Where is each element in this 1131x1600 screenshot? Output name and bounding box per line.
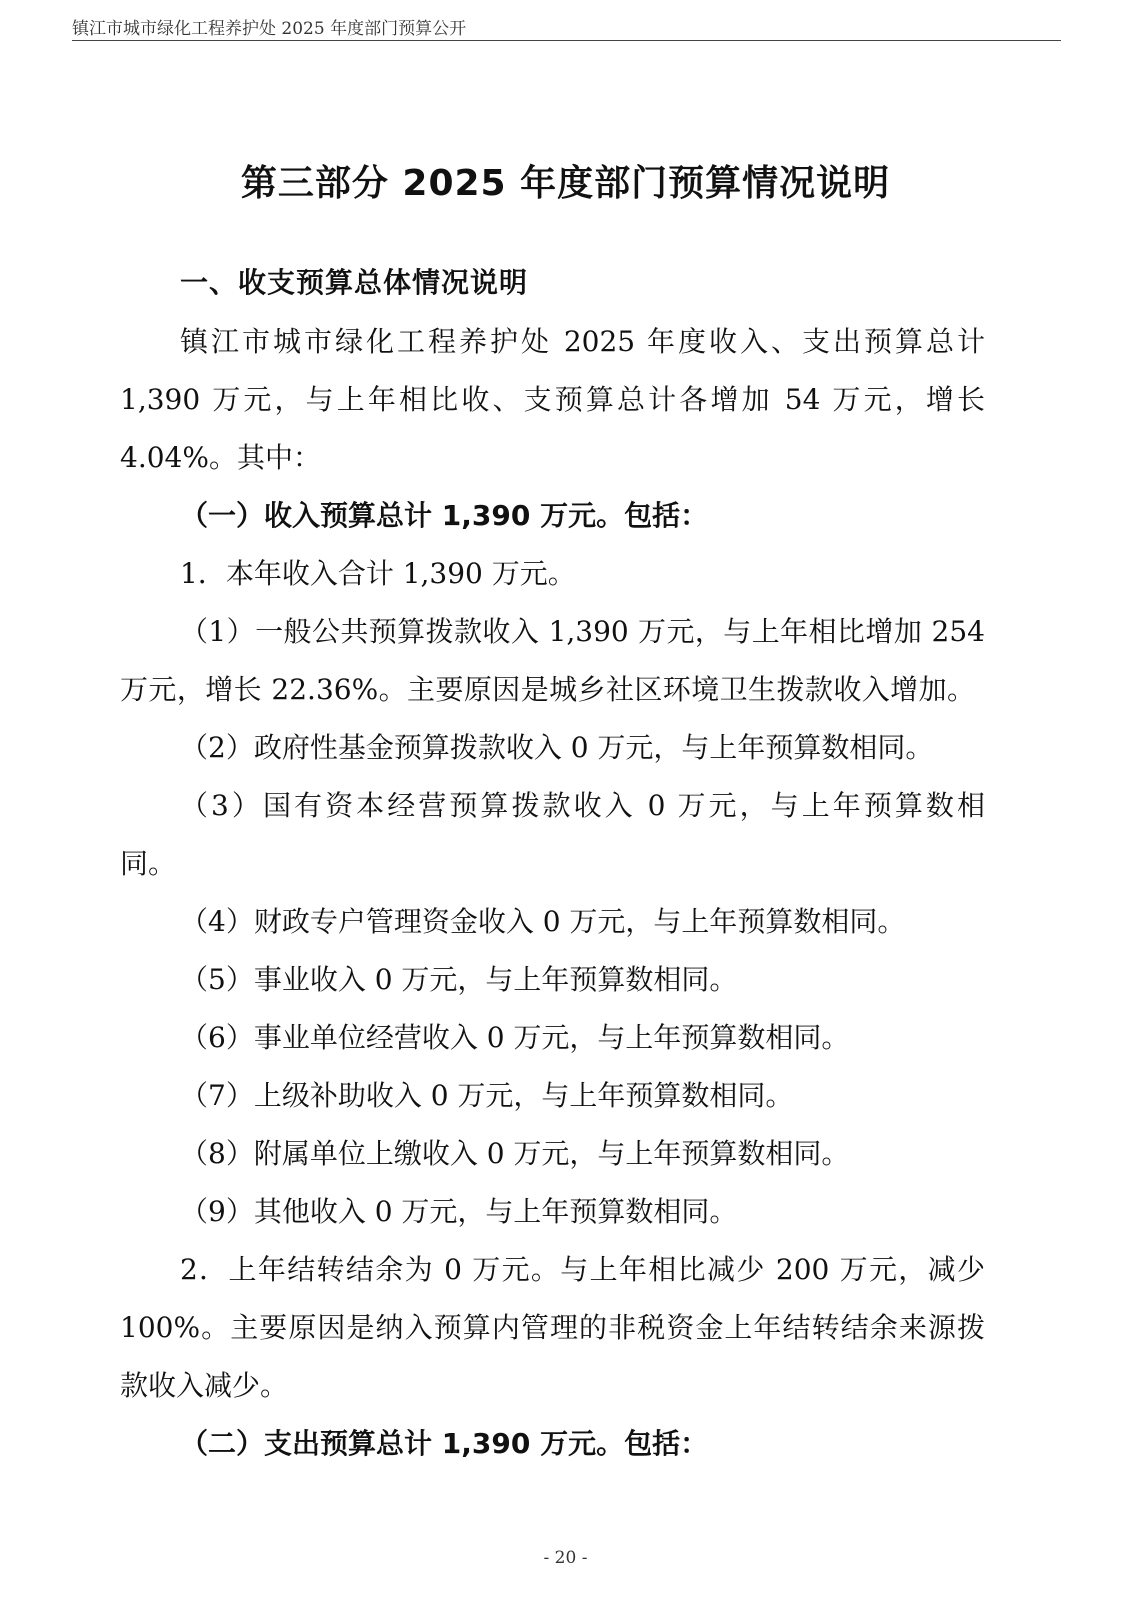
expense-heading: （二）支出预算总计 1,390 万元。包括： bbox=[180, 1427, 709, 1460]
list-item: （7）上级补助收入 0 万元，与上年预算数相同。 bbox=[180, 1079, 794, 1112]
list-item: （4）财政专户管理资金收入 0 万元，与上年预算数相同。 bbox=[180, 905, 906, 938]
paragraph-line: 4.04%。其中： bbox=[120, 441, 321, 474]
list-item: （9）其他收入 0 万元，与上年预算数相同。 bbox=[180, 1195, 738, 1228]
list-item: 同。 bbox=[120, 847, 177, 880]
list-item: （3）国有资本经营预算拨款收入 0 万元，与上年预算数相 bbox=[180, 789, 985, 822]
page-number: - 20 - bbox=[543, 1548, 588, 1568]
list-item: 2．上年结转结余为 0 万元。与上年相比减少 200 万元，减少 bbox=[180, 1253, 985, 1286]
list-item: 100%。主要原因是纳入预算内管理的非税资金上年结转结余来源拨 bbox=[120, 1311, 985, 1344]
paragraph-line: 1,390 万元，与上年相比收、支预算总计各增加 54 万元，增长 bbox=[120, 383, 985, 416]
list-item: （2）政府性基金预算拨款收入 0 万元，与上年预算数相同。 bbox=[180, 731, 934, 764]
list-item: （8）附属单位上缴收入 0 万元，与上年预算数相同。 bbox=[180, 1137, 850, 1170]
paragraph-line: 镇江市城市绿化工程养护处 2025 年度收入、支出预算总计 bbox=[180, 325, 985, 358]
header-divider bbox=[72, 40, 1061, 41]
list-item: 1．本年收入合计 1,390 万元。 bbox=[180, 557, 576, 590]
list-item: （5）事业收入 0 万元，与上年预算数相同。 bbox=[180, 963, 738, 996]
list-item: （1）一般公共预算拨款收入 1,390 万元，与上年相比增加 254 bbox=[180, 615, 985, 648]
list-item: 万元，增长 22.36%。主要原因是城乡社区环境卫生拨款收入增加。 bbox=[120, 673, 975, 706]
income-heading: （一）收入预算总计 1,390 万元。包括： bbox=[180, 499, 709, 532]
header-title: 镇江市城市绿化工程养护处 2025 年度部门预算公开 bbox=[72, 19, 467, 39]
page-title: 第三部分 2025 年度部门预算情况说明 bbox=[240, 163, 891, 204]
list-item: 款收入减少。 bbox=[120, 1369, 289, 1402]
list-item: （6）事业单位经营收入 0 万元，与上年预算数相同。 bbox=[180, 1021, 850, 1054]
section-heading: 一、收支预算总体情况说明 bbox=[180, 266, 529, 299]
